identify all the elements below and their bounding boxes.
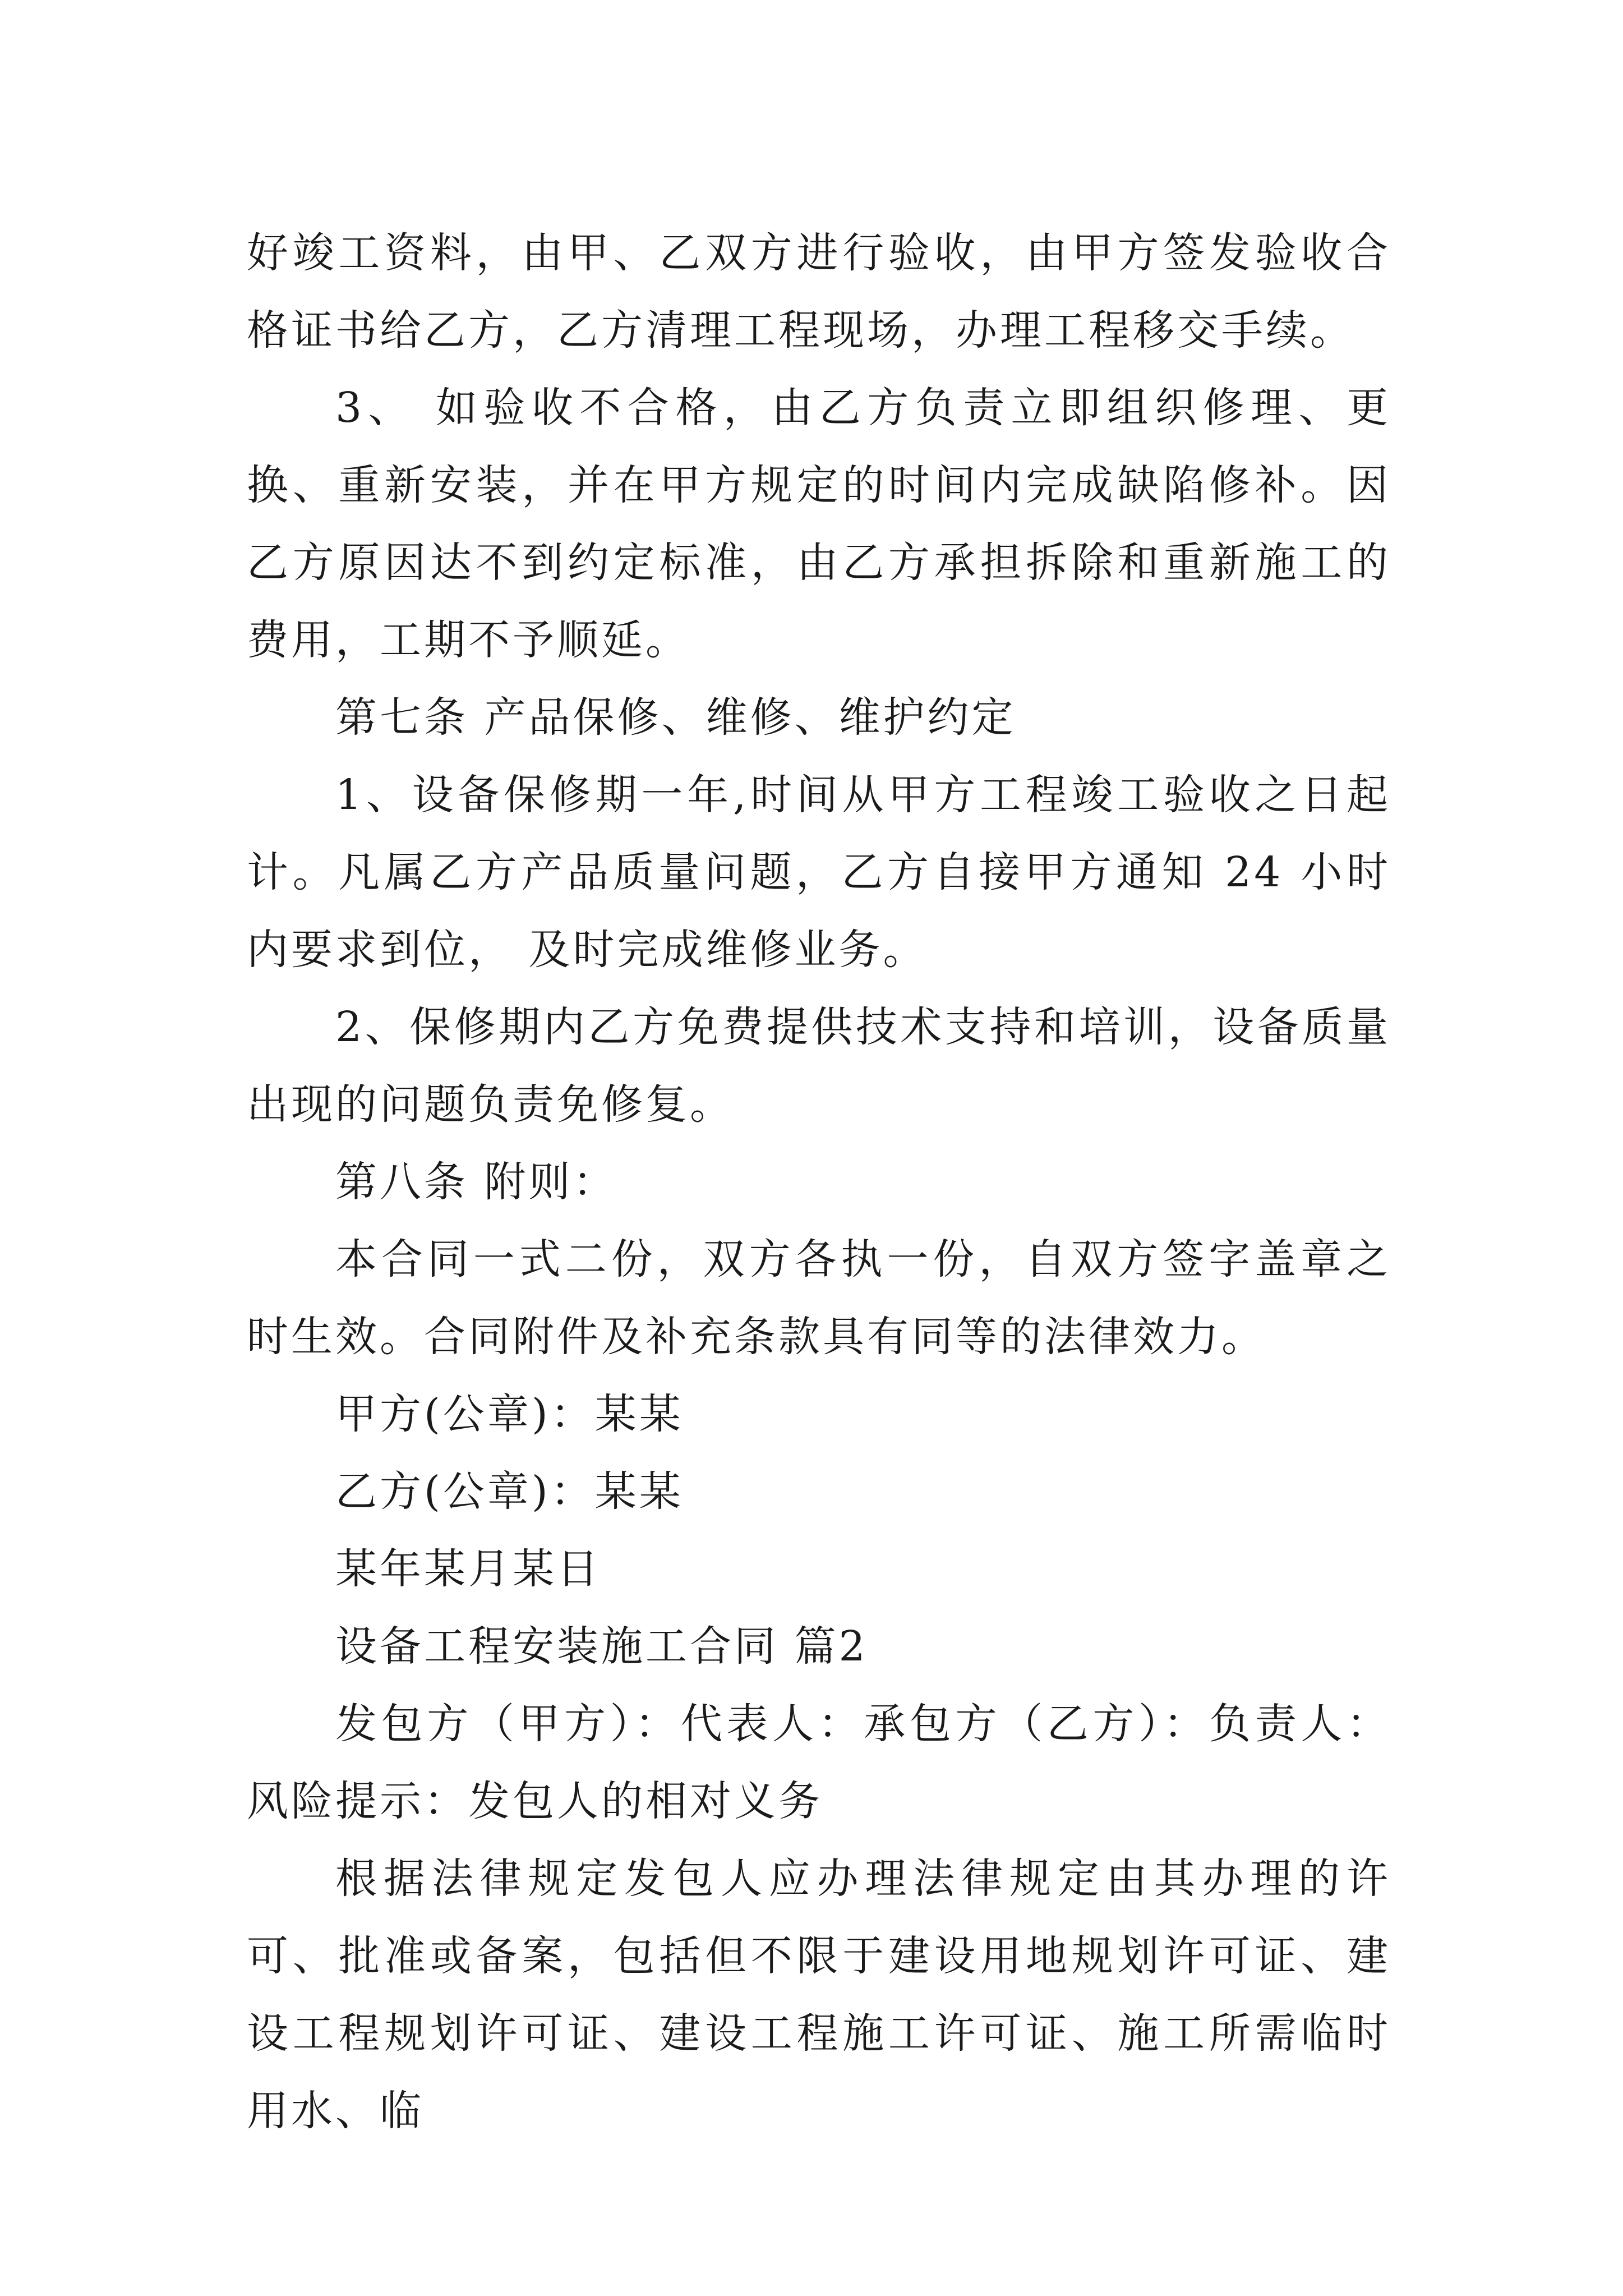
heading-contract-part-2: 设备工程安装施工合同 篇2 [335, 1622, 868, 1671]
paragraph-completion-materials: 好竣工资料，由甲、乙双方进行验收，由甲方签发验收合格证书给乙方，乙方清理工程现场，办理工程移交手续。 [247, 229, 1391, 355]
heading-article-7: 第七条 产品保修、维修、维护约定 [335, 693, 1016, 742]
signing-date: 某年某月某日 [335, 1545, 601, 1593]
paragraph-contract-copies: 本合同一式二份，双方各执一份，自双方签字盖章之时生效。合同附件及补充条款具有同等的法律效力。 [247, 1235, 1391, 1361]
paragraph-acceptance-failure: 3、 如验收不合格，由乙方负责立即组织修理、更换、重新安装，并在甲方规定的时间内完成缺陷修补。因乙方原因达不到约定标准，由乙方承担拆除和重新施工的费用，工期不予顺延。 [247, 384, 1391, 664]
party-b-seal: 乙方(公章)：某某 [335, 1467, 684, 1516]
paragraph-warranty-period: 1、设备保修期一年,时间从甲方工程竣工验收之日起计。凡属乙方产品质量问题，乙方自接甲方通知 24 小时内要求到位， 及时完成维修业务。 [247, 771, 1391, 974]
document-body [247, 214, 1391, 2150]
paragraph-permits: 根据法律规定发包人应办理法律规定由其办理的许可、批准或备案，包括但不限于建设用地规划许可证、建设工程规划许可证、建设工程施工许可证、施工所需临时用水、临 [247, 1855, 1391, 2135]
paragraph-parties: 发包方（甲方）：代表人：承包方（乙方）：负责人：风险提示：发包人的相对义务 [247, 1700, 1391, 1825]
paragraph-warranty-support: 2、保修期内乙方免费提供技术支持和培训，设备质量出现的问题负责免修复。 [247, 1003, 1391, 1129]
party-a-seal: 甲方(公章)：某某 [335, 1390, 684, 1438]
heading-article-8: 第八条 附则： [335, 1158, 617, 1206]
